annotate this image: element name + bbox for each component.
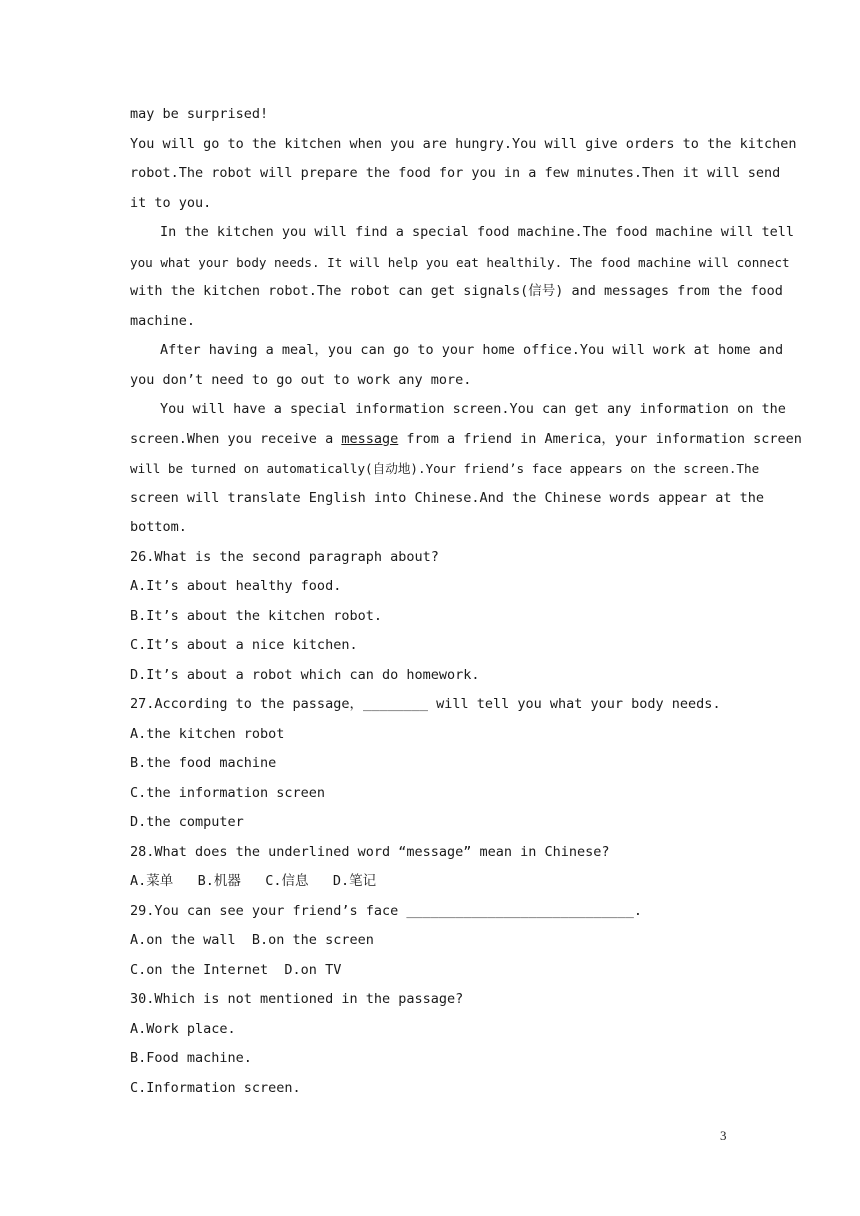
answer-option: B.Food machine. xyxy=(130,1050,252,1066)
answer-option: B.the food machine xyxy=(130,755,277,771)
text-segment: screen.When you receive a xyxy=(130,430,342,447)
passage-text-line: You will have a special information screen.You can get any information on the xyxy=(160,401,786,417)
underlined-word-message: message xyxy=(341,430,399,447)
passage-text-line: it to you. xyxy=(130,194,212,211)
answer-options-row: A.on the wall B.on the screen xyxy=(130,932,374,948)
answer-option: A.the kitchen robot xyxy=(130,725,285,742)
passage-text-line: bottom. xyxy=(130,519,187,535)
answer-options-row: C.on the Internet D.on TV xyxy=(130,961,342,978)
passage-text-line: you what your body needs. It will help you eat healthily. The food machine will connect xyxy=(130,254,790,270)
question-stem: 30.Which is not mentioned in the passage? xyxy=(130,991,464,1007)
passage-text-line: you don’t need to go out to work any more. xyxy=(130,371,472,388)
answer-option: C.It’s about a nice kitchen. xyxy=(130,637,358,653)
answer-option: C.the information screen xyxy=(130,784,326,801)
question-stem: 26.What is the second paragraph about? xyxy=(130,548,439,565)
document-page xyxy=(130,100,802,1103)
passage-text-line: robot.The robot will prepare the food for you in a few minutes.Then it will send xyxy=(130,165,781,181)
passage-text-line: machine. xyxy=(130,312,196,329)
answer-option: A.Work place. xyxy=(130,1020,236,1037)
answer-option: B.It’s about the kitchen robot. xyxy=(130,607,382,624)
page-number: 3 xyxy=(720,1128,727,1143)
passage-text-line: screen will translate English into Chinese.And the Chinese words appear at the xyxy=(130,489,764,506)
question-stem: 28.What does the underlined word “message” mean in Chinese? xyxy=(130,843,610,860)
question-stem: 29.You can see your friend’s face ____________________________. xyxy=(130,902,643,919)
answer-option: A.It’s about healthy food. xyxy=(130,578,342,594)
text-segment: from a friend in America，your information screen xyxy=(398,430,802,447)
answer-option: D.It’s about a robot which can do homework. xyxy=(130,666,480,683)
passage-text-line: with the kitchen robot.The robot can get signals(信号) and messages from the food xyxy=(130,283,783,299)
passage-text-line: You will go to the kitchen when you are hungry.You will give orders to the kitchen xyxy=(130,135,797,152)
passage-text-line: After having a meal，you can go to your home office.You will work at home and xyxy=(160,342,784,358)
passage-text-line: In the kitchen you will find a special food machine.The food machine will tell xyxy=(160,224,794,240)
passage-text-line xyxy=(130,425,802,455)
passage-text-line: may be surprised! xyxy=(130,106,269,122)
answer-option: D.the computer xyxy=(130,814,244,830)
answer-option: C.Information screen. xyxy=(130,1079,301,1096)
answer-options-row: A.菜单 B.机器 C.信息 D.笔记 xyxy=(130,873,377,889)
passage-text-line: will be turned on automatically(自动地).Your friend’s face appears on the screen.The xyxy=(130,461,760,476)
question-stem: 27.According to the passage，________ will tell you what your body needs. xyxy=(130,696,721,712)
